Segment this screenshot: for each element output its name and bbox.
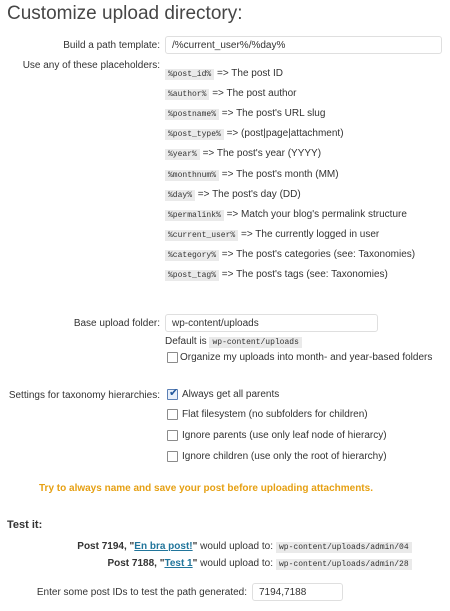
test-would-upload: would upload to: <box>200 541 273 552</box>
placeholder-desc: => The post's day (DD) <box>197 189 301 200</box>
taxonomy-label: Settings for taxonomy hierarchies: <box>8 390 160 401</box>
taxonomy-option-checkbox[interactable] <box>167 430 178 441</box>
placeholder-row <box>165 147 321 161</box>
post-ids-label: Enter some post IDs to test the path generated: <box>36 587 247 598</box>
test-would-upload: would upload to: <box>200 558 273 569</box>
placeholder-row <box>165 87 297 101</box>
placeholder-code: %year% <box>165 149 200 160</box>
placeholder-code: %postname% <box>165 109 219 120</box>
checkmark-icon: ✔ <box>169 387 179 399</box>
test-result-line <box>107 557 273 571</box>
test-post-link[interactable]: En bra post! <box>134 541 193 552</box>
test-post-prefix: Post 7194, " <box>77 541 135 552</box>
placeholder-desc: => The post's tags (see: Taxonomies) <box>221 269 388 280</box>
taxonomy-option-checkbox[interactable] <box>167 451 178 462</box>
placeholder-code: %post_id% <box>165 69 214 80</box>
placeholder-desc: => Match your blog's permalink structure <box>226 209 407 220</box>
test-heading: Test it: <box>7 519 43 531</box>
placeholder-code: %post_tag% <box>165 270 219 281</box>
placeholders-label: Use any of these placeholders: <box>22 60 160 71</box>
taxonomy-option-checkbox[interactable] <box>167 409 178 420</box>
placeholder-row <box>165 188 301 202</box>
test-post-suffix: " <box>192 541 198 552</box>
placeholder-desc: => The post ID <box>217 68 283 79</box>
default-folder-code: wp-content/uploads <box>209 337 301 348</box>
default-folder-note <box>165 335 302 350</box>
organize-checkbox[interactable] <box>167 352 178 363</box>
placeholder-desc: => (post|page|attachment) <box>226 128 344 139</box>
placeholder-row <box>165 67 283 81</box>
test-post-link[interactable]: Test 1 <box>164 558 193 569</box>
taxonomy-option-checkbox[interactable] <box>167 389 178 400</box>
placeholder-code: %author% <box>165 89 209 100</box>
default-prefix: Default is <box>165 336 207 347</box>
placeholder-desc: => The post's month (MM) <box>221 169 339 180</box>
base-folder-label: Base upload folder: <box>73 318 160 329</box>
taxonomy-option-label: Always get all parents <box>182 389 280 400</box>
placeholder-code: %post_type% <box>165 129 224 140</box>
placeholder-code: %category% <box>165 250 219 261</box>
placeholder-row <box>165 248 415 262</box>
placeholder-row <box>165 208 407 222</box>
organize-label: Organize my uploads into month- and year-based folders <box>180 352 433 363</box>
placeholder-desc: => The post's URL slug <box>221 108 326 119</box>
test-path-code: wp-content/uploads/admin/04 <box>276 542 412 553</box>
path-template-input[interactable] <box>165 36 442 54</box>
base-folder-input[interactable] <box>165 314 378 332</box>
taxonomy-option-label: Ignore parents (use only leaf node of hierarcy) <box>182 430 387 441</box>
test-path <box>276 540 412 555</box>
placeholder-code: %monthnum% <box>165 170 219 181</box>
test-post-suffix: " <box>192 558 198 569</box>
placeholder-code: %permalink% <box>165 210 224 221</box>
placeholder-desc: => The post's year (YYYY) <box>202 148 322 159</box>
test-path <box>276 557 412 572</box>
placeholder-desc: => The post author <box>212 88 297 99</box>
post-ids-input[interactable] <box>252 583 343 601</box>
taxonomy-option-label: Flat filesystem (no subfolders for children) <box>182 409 368 420</box>
placeholder-row <box>165 268 388 282</box>
save-warning: Try to always name and save your post before uploading attachments. <box>39 483 373 494</box>
placeholder-row <box>165 168 339 182</box>
test-path-code: wp-content/uploads/admin/28 <box>276 559 412 570</box>
path-template-label: Build a path template: <box>63 40 160 51</box>
placeholder-row <box>165 107 325 121</box>
taxonomy-option-label: Ignore children (use only the root of hierarchy) <box>182 451 387 462</box>
placeholder-desc: => The post's categories (see: Taxonomies) <box>221 249 416 260</box>
placeholder-desc: => The currently logged in user <box>241 229 380 240</box>
test-post-prefix: Post 7188, " <box>107 558 165 569</box>
placeholder-row <box>165 127 344 141</box>
placeholder-code: %current_user% <box>165 230 238 241</box>
placeholder-row <box>165 228 379 242</box>
test-result-line <box>77 540 273 554</box>
page-title: Customize upload directory: <box>7 3 243 24</box>
placeholder-code: %day% <box>165 190 195 201</box>
